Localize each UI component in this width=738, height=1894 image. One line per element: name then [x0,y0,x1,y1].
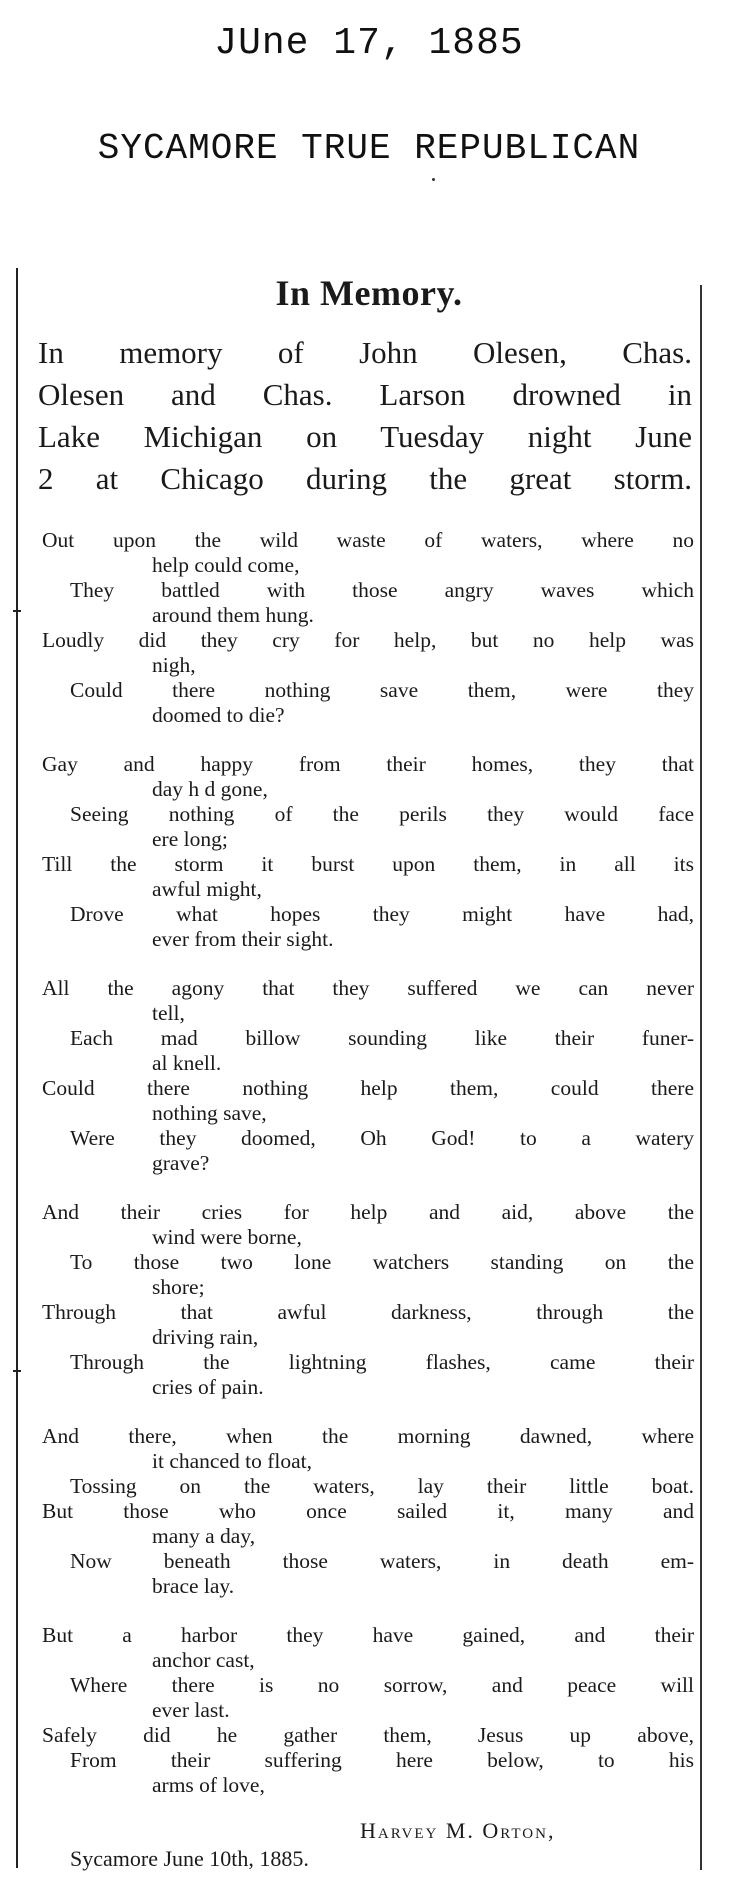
poem-line: Through that awful darkness, through the [42,1300,694,1324]
poem-line: shore; [152,1275,205,1299]
poem-line: Now beneath those waters, in death em- [70,1549,694,1573]
intro-line: Olesen and Chas. Larson drowned in [38,377,692,412]
poem-line: many a day, [152,1524,256,1548]
article-intro [38,332,692,500]
poem-line: doomed to die? [152,703,285,727]
poem-line: And their cries for help and aid, above the [42,1200,694,1224]
poem-stanza [42,1200,694,1400]
poem-stanza [42,976,694,1176]
poem-stanza [42,752,694,952]
poem-line: ever last. [152,1698,230,1722]
poem-line: Drove what hopes they might have had, [70,902,694,926]
poem-line: Through the lightning flashes, came their [70,1350,694,1374]
poem-line: All the agony that they suffered we can never [42,976,694,1000]
poem-line: And there, when the morning dawned, where [42,1424,694,1448]
poem-line: nigh, [152,653,196,677]
poem-line: But those who once sailed it, many and [42,1499,694,1523]
poem-line: But a harbor they have gained, and their [42,1623,694,1647]
poem [42,528,694,1822]
author-signature: Harvey M. Orton, [360,1818,556,1843]
poem-stanza [42,1623,694,1798]
poem-line: Tossing on the waters, lay their little boat. [70,1474,694,1498]
poem-line: Seeing nothing of the perils they would face [70,802,694,826]
poem-line: Till the storm it burst upon them, in all its [42,852,694,876]
intro-line: Lake Michigan on Tuesday night June [38,419,692,454]
column-rule-left [16,268,18,1868]
dateline: Sycamore June 10th, 1885. [70,1846,309,1871]
poem-line: brace lay. [152,1574,235,1598]
poem-line: Each mad billow sounding like their funer- [70,1026,694,1050]
newspaper-name: SYCAMORE TRUE REPUBLICAN [97,128,641,169]
poem-line: day h d gone, [152,777,268,801]
poem-line: Safely did he gather them, Jesus up above, [42,1723,694,1747]
poem-line: it chanced to float, [152,1449,312,1473]
intro-line: 2 at Chicago during the great storm. [38,461,692,496]
poem-line: Could there nothing save them, were they [70,678,694,702]
rule-tick [13,610,21,612]
article-heading: In Memory. [275,273,463,313]
poem-line: Out upon the wild waste of waters, where no [42,528,694,552]
date-typed: JUne 17, 1885 [214,22,524,65]
poem-line: nothing save, [152,1101,267,1125]
poem-line: To those two lone watchers standing on the [70,1250,694,1274]
poem-line: awful might, [152,877,262,901]
poem-line: arms of love, [152,1773,265,1797]
poem-line: wind were borne, [152,1225,302,1249]
column-rule-right [700,285,702,1870]
poem-line: They battled with those angry waves which [70,578,694,602]
poem-stanza [42,1424,694,1599]
poem-line: From their suffering here below, to his [70,1748,694,1772]
poem-line: cries of pain. [152,1375,264,1399]
poem-line: al knell. [152,1051,222,1075]
poem-line: grave? [152,1151,210,1175]
intro-line: In memory of John Olesen, Chas. [38,335,692,370]
poem-line: anchor cast, [152,1648,255,1672]
poem-line: Were they doomed, Oh God! to a watery [70,1126,694,1150]
poem-line: ever from their sight. [152,927,334,951]
poem-stanza [42,528,694,728]
poem-line: Where there is no sorrow, and peace will [70,1673,694,1697]
poem-line: tell, [152,1001,185,1025]
poem-line: Gay and happy from their homes, they that [42,752,694,776]
poem-line: help could come, [152,553,300,577]
poem-line: ere long; [152,827,228,851]
poem-line: driving rain, [152,1325,259,1349]
poem-line: around them hung. [152,603,314,627]
rule-tick [13,1370,21,1372]
ink-speck [432,178,435,181]
poem-line: Loudly did they cry for help, but no help was [42,628,694,652]
poem-line: Could there nothing help them, could there [42,1076,694,1100]
